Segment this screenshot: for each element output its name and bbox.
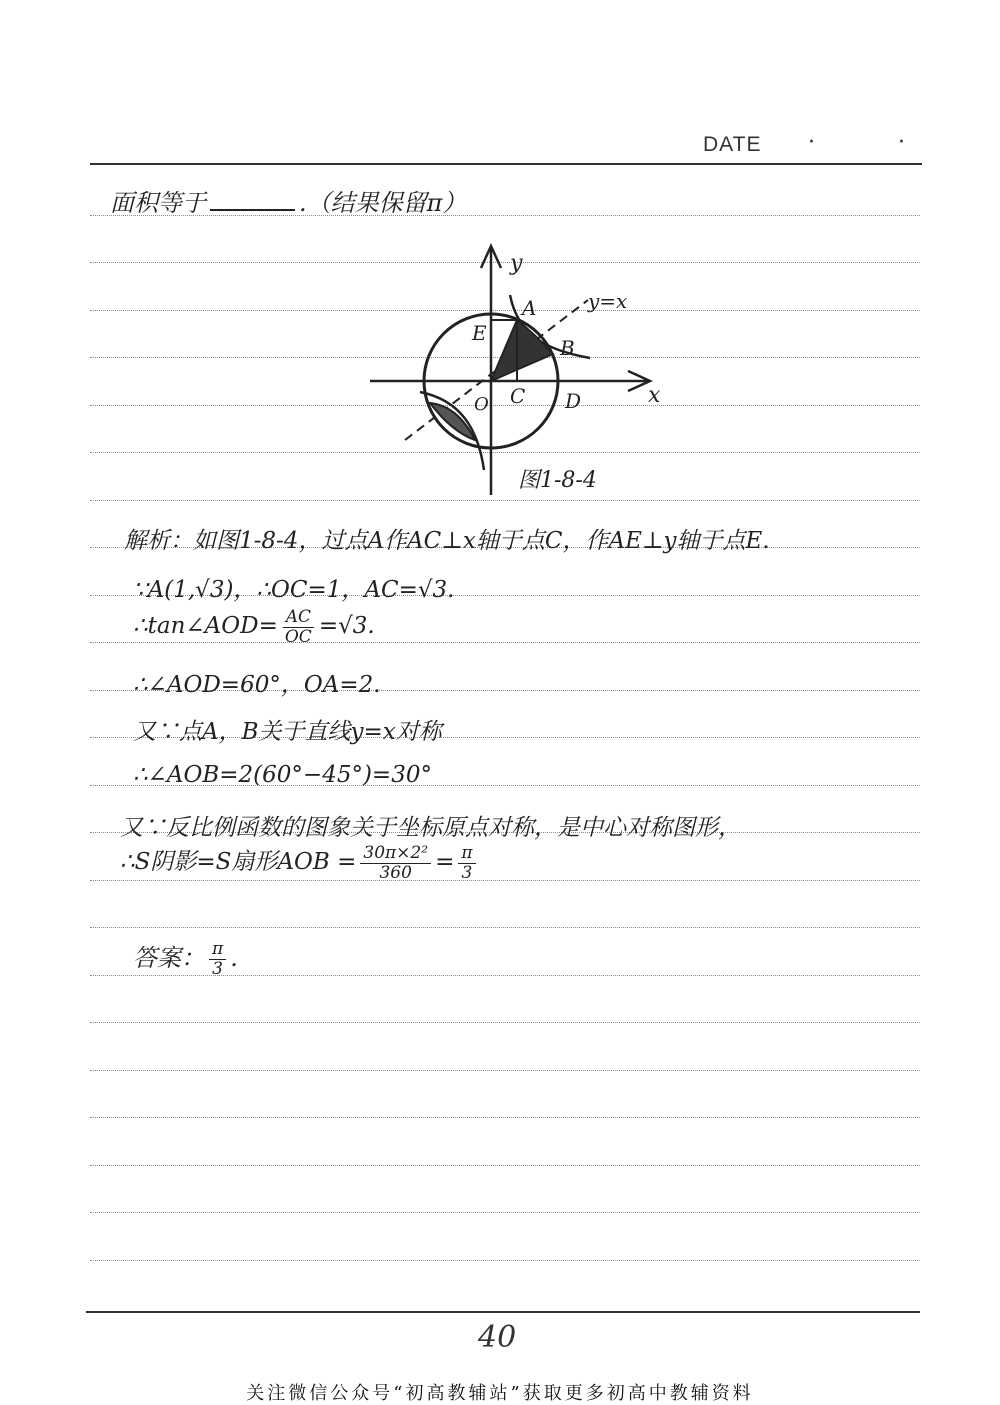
tan-numerator: AC: [283, 608, 314, 628]
area-numerator: 30π×2²: [360, 844, 431, 864]
solution-line-4: ∴∠AOD=60°，OA=2.: [133, 672, 381, 698]
solution-line-6: ∴∠AOB=2(60°−45°)=30°: [133, 762, 432, 788]
page-number: 40: [478, 1320, 517, 1355]
shaded-sector-aob: [491, 320, 553, 381]
area-result: [458, 844, 475, 882]
answer-denominator: 3: [212, 959, 223, 979]
answer-tail: .: [230, 944, 238, 972]
area-result-denominator: 3: [461, 862, 473, 883]
solution-line-2: ∵A(1,√3)，∴OC=1，AC=√3.: [133, 577, 455, 603]
answer-lead: 答案：: [133, 944, 205, 972]
coordinate-figure: [360, 240, 680, 500]
solution-line-3: [133, 608, 375, 646]
question-prefix: 面积等于: [110, 189, 206, 217]
label-e: E: [472, 321, 487, 345]
answer-numerator: π: [209, 940, 226, 960]
area-eq: =: [435, 849, 455, 875]
date-label: DATE: [703, 133, 762, 156]
label-x: x: [648, 383, 661, 408]
tan-fraction: [282, 608, 315, 646]
header-rule: [90, 163, 922, 165]
footer-rule: [86, 1311, 920, 1313]
tan-denominator: OC: [284, 626, 312, 647]
solution-line-1: 解析：如图1-8-4，过点A作AC⊥x轴于点C，作AE⊥y轴于点E.: [124, 528, 770, 554]
figure-caption: 图1-8-4: [518, 468, 597, 493]
label-d: D: [565, 389, 582, 413]
area-denominator: 360: [379, 862, 412, 883]
area-fraction: [360, 844, 431, 882]
label-y: y: [510, 251, 523, 276]
answer-fraction: [209, 940, 226, 978]
label-b: B: [560, 336, 575, 360]
label-c: C: [510, 384, 526, 408]
solution-line-7: 又∵反比例函数的图象关于坐标原点对称，是中心对称图形，: [120, 815, 741, 841]
label-line: y=x: [588, 289, 628, 313]
footer-note: 关注微信公众号“初高教辅站”获取更多初高中教辅资料: [246, 1383, 754, 1404]
tan-tail: =√3.: [318, 613, 375, 640]
answer-blank: [210, 191, 295, 211]
answer-line: [133, 938, 238, 979]
tan-lead: ∴tan∠AOD=: [133, 613, 278, 640]
question-line: [110, 183, 466, 218]
date-dots: · ·: [808, 130, 943, 155]
label-a: A: [522, 296, 537, 320]
solution-line-5: 又∵点A，B关于直线y=x对称: [133, 719, 442, 745]
area-result-numerator: π: [458, 844, 475, 864]
question-suffix: .（结果保留π）: [299, 189, 467, 217]
label-o: O: [474, 394, 489, 415]
area-lead: ∴S阴影=S扇形AOB =: [120, 849, 357, 875]
solution-line-8: [120, 843, 480, 882]
